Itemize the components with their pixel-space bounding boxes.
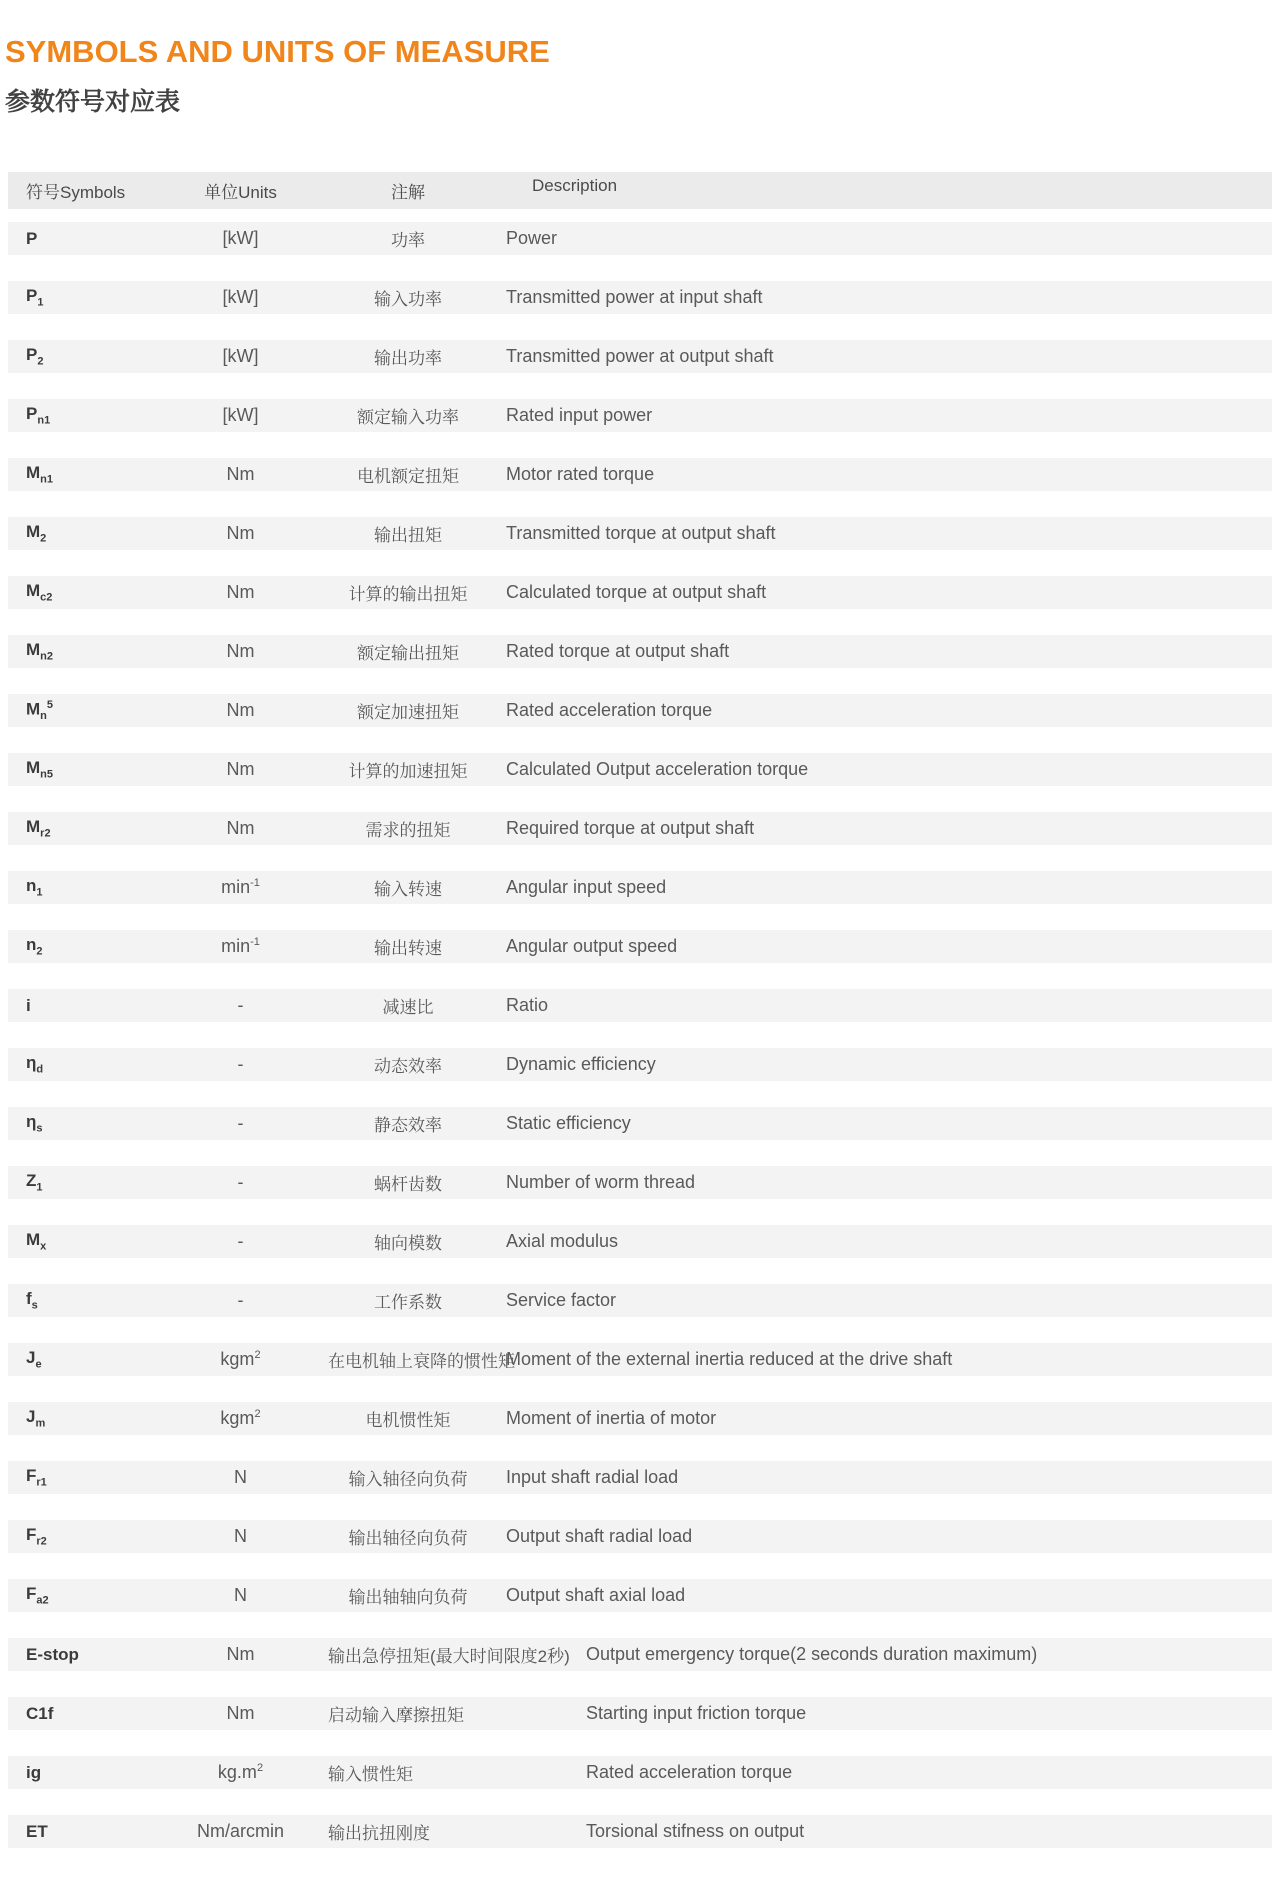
unit-cell: N [234, 1467, 247, 1487]
symbol-cell: $M_x$ [26, 1230, 47, 1253]
unit-cell: $\min^{-1}$ [221, 936, 260, 956]
unit-cell: Nm [226, 582, 255, 602]
description-cell: Static efficiency [506, 1113, 631, 1133]
symbol-cell: P [26, 228, 38, 248]
symbol-cell: $J_e$ [26, 1348, 42, 1371]
note-cell: 额定输入功率 [357, 408, 459, 427]
symbol-cell: $M_{n1}$ [26, 463, 54, 486]
table-row [8, 1756, 1272, 1789]
symbol-cell: $Z_1$ [26, 1171, 43, 1194]
symbol-cell: $n_2$ [26, 935, 43, 958]
symbol-cell: C1f [26, 1703, 54, 1723]
table-row [8, 1402, 1272, 1435]
symbol-cell: $P_{n1}$ [26, 404, 51, 427]
table-row [8, 812, 1272, 845]
unit-cell: - [237, 1054, 244, 1074]
note-cell: 静态效率 [374, 1116, 442, 1135]
description-cell: Angular input speed [506, 877, 667, 897]
description-cell: Output emergency torque(2 seconds duration maximum) [586, 1644, 1038, 1664]
description-cell: Rated input power [506, 405, 653, 425]
symbol-cell: ET [26, 1821, 48, 1841]
table-row [8, 399, 1272, 432]
symbol-cell: $\eta_s$ [26, 1112, 43, 1135]
symbol-cell: i [26, 995, 31, 1015]
description-cell: Rated acceleration torque [586, 1762, 793, 1782]
note-cell: 电机额定扭矩 [357, 467, 459, 486]
description-cell: Motor rated torque [506, 464, 655, 484]
table-row [8, 694, 1272, 727]
table-row [8, 1815, 1272, 1848]
description-cell: Output shaft radial load [506, 1526, 693, 1546]
description-cell: Transmitted torque at output shaft [506, 523, 776, 543]
unit-cell: N [234, 1585, 247, 1605]
header-unit: 单位Units [204, 183, 277, 202]
table-row [8, 1284, 1272, 1317]
note-cell: 工作系数 [374, 1293, 442, 1312]
unit-cell: Nm/arcmin [196, 1821, 284, 1841]
page-subtitle: 参数符号对应表 [5, 88, 181, 116]
unit-cell: - [237, 1290, 244, 1310]
note-cell: 启动输入摩擦扭矩 [328, 1706, 464, 1725]
note-cell: 减速比 [382, 998, 434, 1017]
note-cell: 输出功率 [374, 349, 442, 368]
unit-cell: [kW] [222, 405, 259, 425]
note-cell: 在电机轴上衰降的惯性矩 [328, 1352, 515, 1371]
note-cell: 动态效率 [374, 1057, 442, 1076]
note-cell: 输入功率 [374, 290, 442, 309]
note-cell: 输入惯性矩 [328, 1765, 413, 1784]
description-cell: Rated torque at output shaft [506, 641, 730, 661]
note-cell: 输出急停扭矩(最大时间限度2秒) [328, 1647, 570, 1666]
table-row [8, 1107, 1272, 1140]
symbol-cell: E-stop [26, 1644, 79, 1664]
table-row [8, 635, 1272, 668]
unit-cell: $\min^{-1}$ [221, 877, 260, 897]
header-symbol: 符号Symbols [26, 183, 126, 202]
description-cell: Input shaft radial load [506, 1467, 679, 1487]
note-cell: 额定输出扭矩 [357, 644, 459, 663]
description-cell: Moment of inertia of motor [506, 1408, 717, 1428]
description-cell: Calculated torque at output shaft [506, 582, 767, 602]
table-row [8, 1461, 1272, 1494]
symbol-cell: $F_{r1}$ [26, 1466, 47, 1489]
description-cell: Transmitted power at input shaft [506, 287, 763, 307]
table-row [8, 1638, 1272, 1671]
description-cell: Angular output speed [506, 936, 678, 956]
table-row [8, 1520, 1272, 1553]
symbol-cell: $M_2$ [26, 522, 47, 545]
unit-cell: Nm [226, 641, 255, 661]
table-row [8, 1166, 1272, 1199]
header-description: Description [532, 176, 618, 195]
symbol-cell: $P_2$ [26, 345, 44, 368]
table-row [8, 753, 1272, 786]
unit-cell: Nm [226, 818, 255, 838]
symbol-cell: $f_s$ [26, 1289, 38, 1312]
table-row [8, 930, 1272, 963]
unit-cell: - [237, 995, 244, 1015]
table-row [8, 989, 1272, 1022]
description-cell: Required torque at output shaft [506, 818, 755, 838]
description-cell: Power [506, 228, 558, 248]
symbol-cell: $J_m$ [26, 1407, 46, 1430]
description-cell: Transmitted power at output shaft [506, 346, 774, 366]
note-cell: 输出转速 [374, 939, 442, 958]
note-cell: 输出轴径向负荷 [348, 1529, 468, 1548]
unit-cell: kgm$^2$ [220, 1349, 261, 1369]
unit-cell: - [237, 1231, 244, 1251]
note-cell: 蜗杆齿数 [374, 1175, 442, 1194]
unit-cell: Nm [226, 523, 255, 543]
unit-cell: [kW] [222, 228, 259, 248]
description-cell: Calculated Output acceleration torque [506, 759, 809, 779]
symbol-cell: $M_n^5$ [26, 698, 54, 723]
note-cell: 额定加速扭矩 [357, 703, 459, 722]
description-cell: Starting input friction torque [586, 1703, 807, 1723]
table-row [8, 1579, 1272, 1612]
table-row [8, 576, 1272, 609]
table-row [8, 517, 1272, 550]
symbol-cell: $M_{r2}$ [26, 817, 51, 840]
symbol-cell: $M_{n5}$ [26, 758, 54, 781]
unit-cell: Nm [226, 1703, 255, 1723]
unit-cell: Nm [226, 700, 255, 720]
unit-cell: Nm [226, 759, 255, 779]
symbol-cell: $M_{n2}$ [26, 640, 54, 663]
symbol-cell: $F_{r2}$ [26, 1525, 47, 1548]
unit-cell: N [234, 1526, 247, 1546]
table-row [8, 871, 1272, 904]
unit-cell: Nm [226, 464, 255, 484]
description-cell: Axial modulus [506, 1231, 619, 1251]
table-row [8, 1697, 1272, 1730]
symbols-units-table [8, 172, 1272, 1848]
note-cell: 电机惯性矩 [365, 1411, 451, 1430]
description-cell: Output shaft axial load [506, 1585, 686, 1605]
unit-cell: [kW] [222, 287, 259, 307]
description-cell: Dynamic efficiency [506, 1054, 656, 1074]
symbol-cell: $M_{c2}$ [26, 581, 53, 604]
note-cell: 输出扭矩 [374, 526, 442, 545]
table-row [8, 1343, 1272, 1376]
symbol-cell: $P_1$ [26, 286, 44, 309]
table-row [8, 222, 1272, 255]
unit-cell: kgm$^2$ [220, 1408, 261, 1428]
note-cell: 输出轴轴向负荷 [348, 1588, 468, 1607]
symbol-cell: $n_1$ [26, 876, 43, 899]
note-cell: 计算的加速扭矩 [348, 762, 468, 781]
unit-cell: Nm [226, 1644, 255, 1664]
description-cell: Service factor [506, 1290, 617, 1310]
unit-cell: $kg.m^2$ [217, 1762, 264, 1782]
description-cell: Ratio [506, 995, 549, 1015]
note-cell: 计算的输出扭矩 [348, 585, 468, 604]
table-header-row [8, 172, 1272, 209]
page-title: SYMBOLS AND UNITS OF MEASURE [5, 34, 550, 69]
note-cell: 输入转速 [374, 880, 442, 899]
description-cell: Torsional stifness on output [586, 1821, 805, 1841]
unit-cell: - [237, 1172, 244, 1192]
note-cell: 输入轴径向负荷 [348, 1470, 468, 1489]
symbol-cell: $F_{a2}$ [26, 1584, 49, 1607]
symbol-cell: $\eta_d$ [26, 1053, 44, 1076]
note-cell: 需求的扭矩 [365, 821, 451, 840]
note-cell: 功率 [391, 231, 425, 250]
symbol-cell: ig [26, 1762, 42, 1782]
description-cell: Number of worm thread [506, 1172, 696, 1192]
table-body [8, 222, 1272, 1848]
table-row [8, 281, 1272, 314]
unit-cell: [kW] [222, 346, 259, 366]
table-row [8, 1225, 1272, 1258]
note-cell: 输出抗扭刚度 [328, 1824, 430, 1843]
table-row [8, 340, 1272, 373]
description-cell: Rated acceleration torque [506, 700, 713, 720]
note-cell: 轴向模数 [374, 1234, 442, 1253]
header-note: 注解 [391, 183, 425, 202]
unit-cell: - [237, 1113, 244, 1133]
table-row [8, 458, 1272, 491]
table-row [8, 1048, 1272, 1081]
description-cell: Moment of the external inertia reduced at the drive shaft [506, 1349, 953, 1369]
